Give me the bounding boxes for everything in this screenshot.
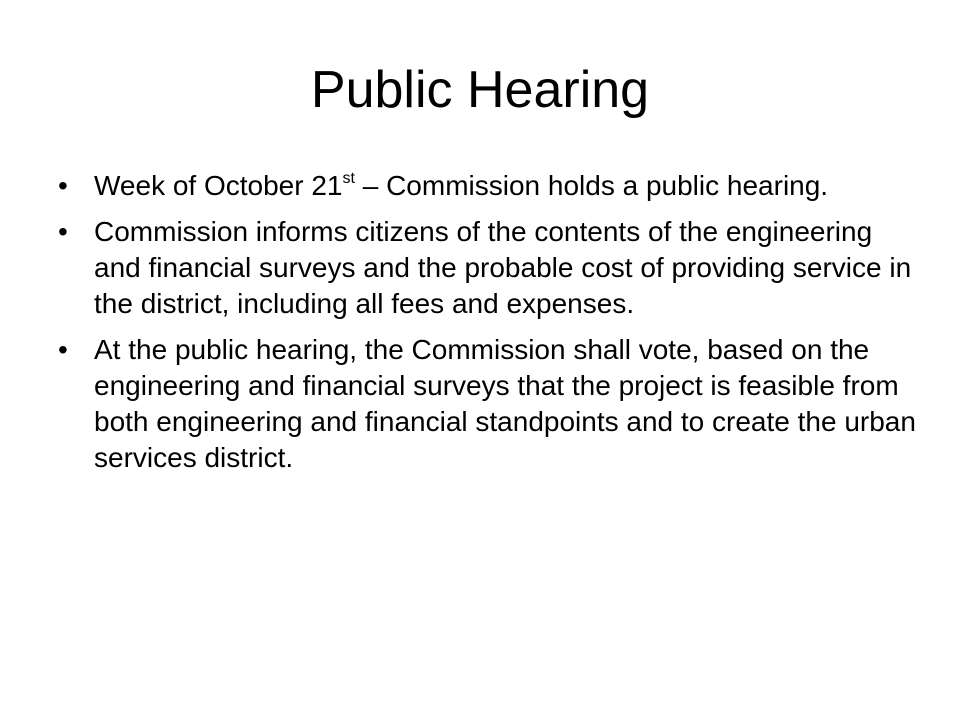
bullet-superscript: st <box>342 170 355 187</box>
bullet-list <box>58 168 918 486</box>
slide-title: Public Hearing <box>310 61 650 119</box>
bullet-icon: • <box>58 334 68 365</box>
bullet-icon: • <box>58 216 68 247</box>
bullet-item <box>58 168 918 204</box>
bullet-item <box>58 214 918 322</box>
bullet-text: At the public hearing, the Commission shall vote, based on the engineering and financial surveys that the project is feasible from both engineering and financial standpoints and to create the urban services district. <box>94 334 916 473</box>
bullet-item <box>58 332 918 476</box>
bullet-text: Commission informs citizens of the contents of the engineering and financial surveys and the probable cost of providing service in the district, including all fees and expenses. <box>94 216 912 319</box>
bullet-text <box>94 170 828 201</box>
bullet-text-part: Week of October 21 <box>94 170 343 201</box>
bullet-icon: • <box>58 170 68 201</box>
bullet-text-part: – Commission holds a public hearing. <box>354 170 829 201</box>
